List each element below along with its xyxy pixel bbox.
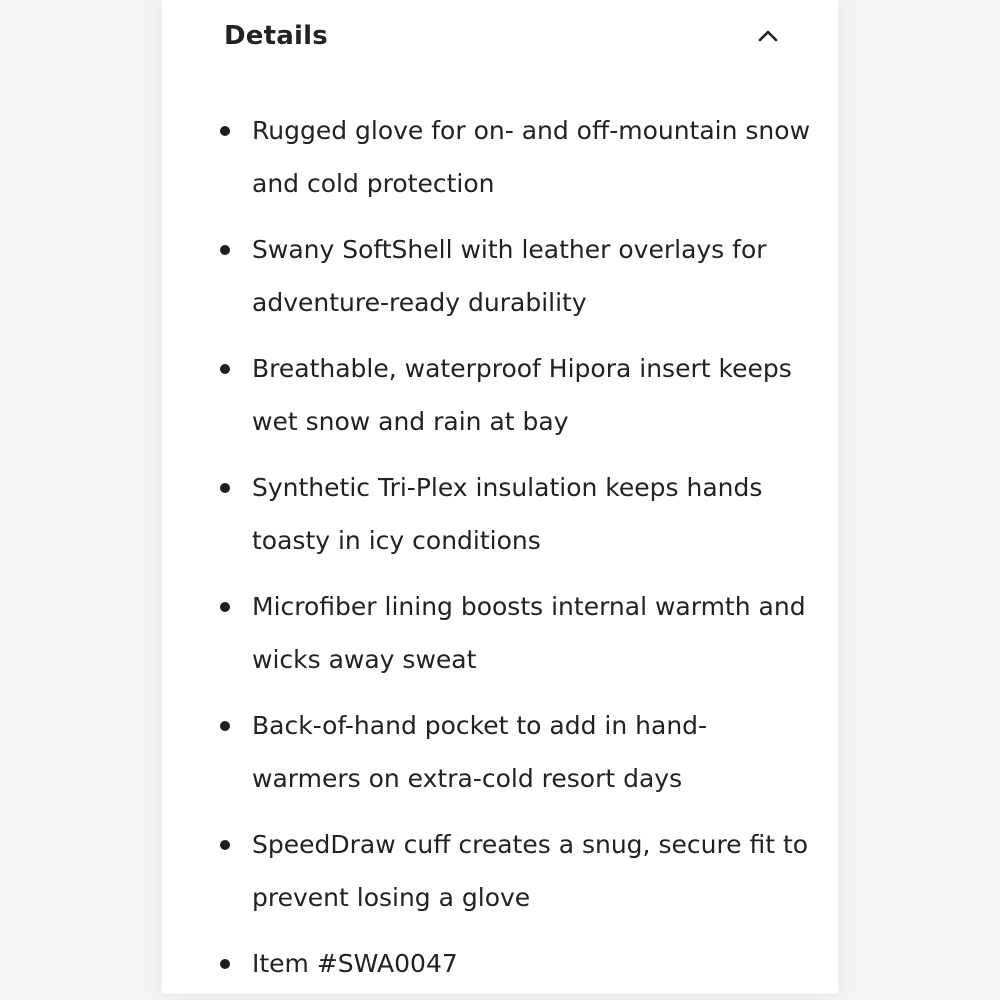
list-item-text: Synthetic Tri-Plex insulation keeps hands toasty in icy conditions <box>252 473 763 555</box>
list-item <box>214 104 814 210</box>
list-item-text: Breathable, waterproof Hipora insert keeps wet snow and rain at bay <box>252 354 792 436</box>
list-item-text: Rugged glove for on- and off-mountain snow and cold protection <box>252 116 811 198</box>
chevron-up-icon <box>757 29 779 43</box>
bullet-icon <box>220 364 230 374</box>
list-item <box>214 223 814 329</box>
bullet-icon <box>220 483 230 493</box>
bullet-icon <box>220 840 230 850</box>
details-panel <box>162 0 838 995</box>
collapse-toggle-button[interactable] <box>750 18 786 54</box>
bullet-icon <box>220 721 230 731</box>
details-header[interactable] <box>224 14 784 58</box>
list-item-text: Back-of-hand pocket to add in hand-warmers on extra-cold resort days <box>252 711 708 793</box>
section-title: Details <box>224 21 328 51</box>
details-list <box>214 104 814 1000</box>
list-item-text: Item #SWA0047 <box>252 949 458 978</box>
list-item-text: SpeedDraw cuff creates a snug, secure fit to prevent losing a glove <box>252 830 809 912</box>
list-item <box>214 818 814 924</box>
list-item <box>214 461 814 567</box>
bullet-icon <box>220 959 230 969</box>
list-item <box>214 699 814 805</box>
list-item-text: Swany SoftShell with leather overlays for adventure-ready durability <box>252 235 767 317</box>
list-item <box>214 342 814 448</box>
list-item <box>214 580 814 686</box>
list-item <box>214 937 814 990</box>
bullet-icon <box>220 602 230 612</box>
bullet-icon <box>220 126 230 136</box>
list-item-text: Microfiber lining boosts internal warmth and wicks away sweat <box>252 592 806 674</box>
bullet-icon <box>220 245 230 255</box>
